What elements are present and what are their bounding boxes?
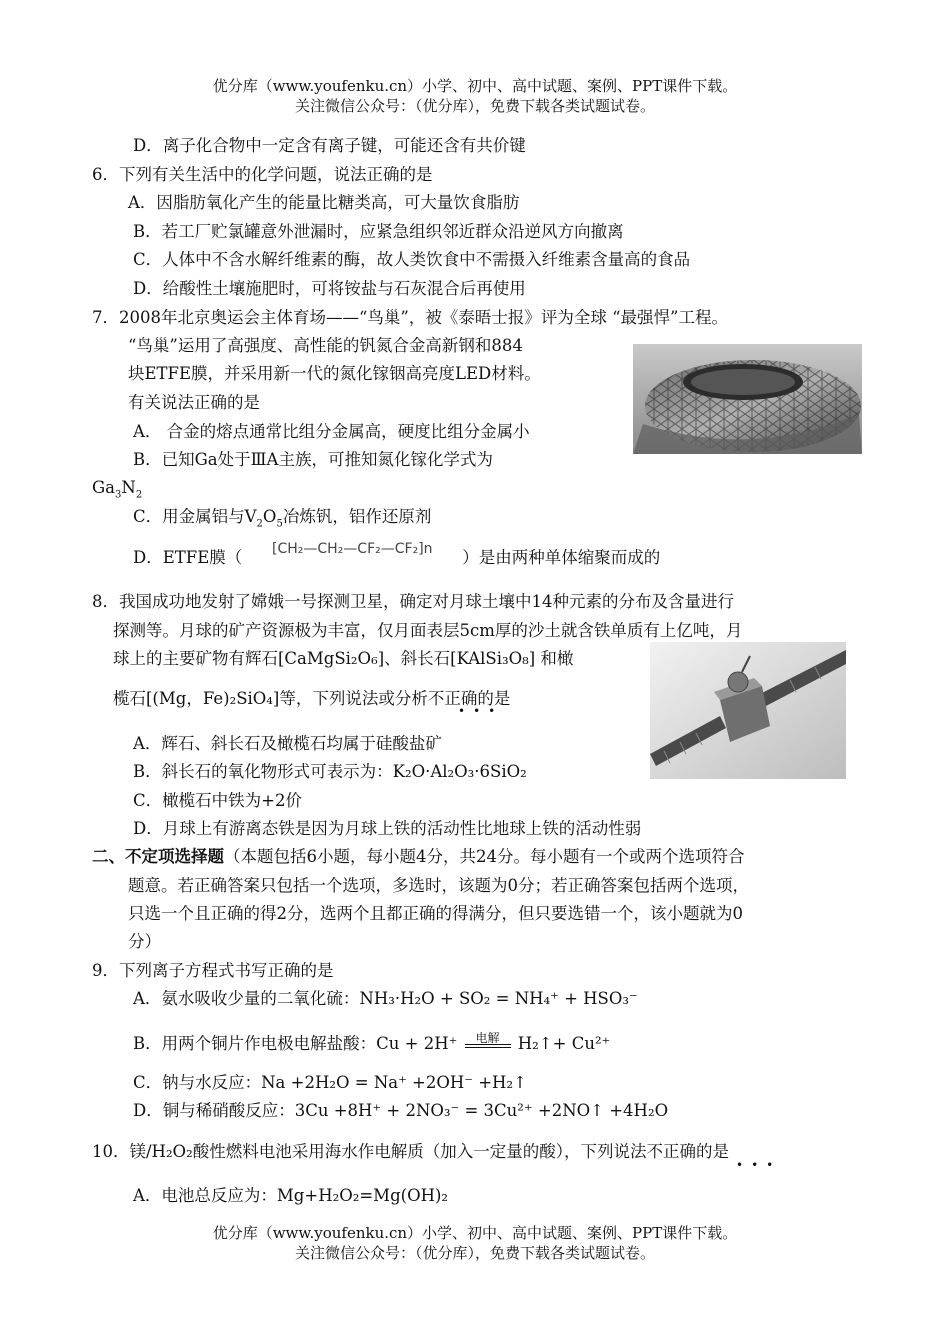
footer-line-2: 关注微信公众号：（优分库），免费下载各类试题试卷。 bbox=[294, 1244, 655, 1262]
emphasis-dots: ••• bbox=[736, 1158, 782, 1172]
q9-option-a: A．氨水吸收少量的二氧化硫：NH₃·H₂O + SO₂ = NH₄⁺ + HSO₃⁻ bbox=[133, 989, 638, 1008]
q8-option-d: D．月球上有游离态铁是因为月球上铁的活动性比地球上铁的活动性弱 bbox=[133, 819, 642, 838]
q7-stem-4: 有关说法正确的是 bbox=[128, 393, 260, 412]
q6-option-c: C．人体中不含水解纤维素的酶，故人类饮食中不需摄入纤维素含量高的食品 bbox=[133, 250, 691, 269]
q6-option-b: B．若工厂贮氯罐意外泄漏时，应紧急组织邻近群众沿逆风方向撤离 bbox=[133, 222, 624, 241]
header-line-2: 关注微信公众号：（优分库），免费下载各类试题试卷。 bbox=[294, 97, 655, 115]
q8-option-c: C．橄榄石中铁为+2价 bbox=[133, 791, 302, 810]
satellite-image bbox=[650, 642, 846, 779]
q8-stem-3: 球上的主要矿物有辉石[CaMgSi₂O₆]、斜长石[KAlSi₃O₈] 和橄 bbox=[113, 649, 574, 668]
q7-stem-3: 块ETFE膜，并采用新一代的氮化镓铟高亮度LED材料。 bbox=[128, 364, 541, 383]
q9-option-b: B．用两个铜片作电极电解盐酸：Cu + 2H⁺ 电解 H₂↑+ Cu²⁺ bbox=[133, 1030, 611, 1053]
q9-option-c: C．钠与水反应：Na +2H₂O = Na⁺ +2OH⁻ +H₂↑ bbox=[133, 1073, 527, 1092]
q7-stem-2: “鸟巢”运用了高强度、高性能的钒氮合金高新钢和884 bbox=[128, 336, 523, 355]
q10-stem: 10．镁/H₂O₂酸性燃料电池采用海水作电解质（加入一定量的酸），下列说法不正确的是 bbox=[92, 1142, 729, 1161]
etfe-formula: [CH₂—CH₂—CF₂—CF₂]n bbox=[272, 541, 433, 557]
q7-option-a: A． 合金的熔点通常比组分金属高，硬度比组分金属小 bbox=[133, 422, 530, 441]
section-2-title: 二、不定项选择题 bbox=[92, 847, 224, 866]
section-2-line-1: 二、不定项选择题（本题包括6小题，每小题4分，共24分。每小题有一个或两个选项符合 bbox=[92, 847, 745, 866]
q7-option-d: D．ETFE膜（ [CH₂—CH₂—CF₂—CF₂]n ）是由两种单体缩聚而成的 bbox=[133, 547, 660, 570]
electrolysis-arrow: 电解 bbox=[465, 1035, 511, 1055]
q6-option-a: A．因脂肪氧化产生的能量比糖类高，可大量饮食脂肪 bbox=[128, 193, 520, 212]
q9-stem: 9．下列离子方程式书写正确的是 bbox=[92, 961, 334, 980]
q7-option-c: C．用金属铝与$V_2O_5$冶炼钒，铝作还原剂 bbox=[133, 507, 432, 530]
q6-option-d: D．给酸性土壤施肥时，可将铵盐与石灰混合后再使用 bbox=[133, 279, 526, 298]
birds-nest-image bbox=[633, 344, 862, 454]
header-line-1: 优分库（www.youfenku.cn）小学、初中、高中试题、案例、PPT课件下载。 bbox=[212, 77, 738, 95]
section-2-line-4: 分） bbox=[128, 932, 161, 951]
section-2-line-3: 只选一个且正确的得2分，选两个且都正确的得满分，但只要选错一个，该小题就为0 bbox=[128, 904, 743, 923]
q10-option-a: A．电池总反应为：Mg+H₂O₂=Mg(OH)₂ bbox=[133, 1186, 449, 1205]
q8-stem-4: 榄石[(Mg，Fe)₂SiO₄]等，下列说法或分析不正确的是 bbox=[113, 689, 511, 708]
emphasis-dots: ••• bbox=[458, 704, 504, 718]
q8-option-a: A．辉石、斜长石及橄榄石均属于硅酸盐矿 bbox=[133, 734, 442, 753]
q5-option-d: D．离子化合物中一定含有离子键，可能还含有共价键 bbox=[133, 136, 526, 155]
q8-stem-1: 8．我国成功地发射了嫦娥一号探测卫星，确定对月球土壤中14种元素的分布及含量进行 bbox=[92, 592, 734, 611]
q7-option-b-formula: $Ga_3N_2$ bbox=[92, 478, 143, 501]
section-2-line-2: 题意。若正确答案只包括一个选项，多选时，该题为0分；若正确答案包括两个选项， bbox=[128, 876, 749, 895]
q6-stem: 6．下列有关生活中的化学问题，说法正确的是 bbox=[92, 165, 433, 184]
q9-option-d: D．铜与稀硝酸反应：3Cu +8H⁺ + 2NO₃⁻ = 3Cu²⁺ +2NO↑ +4H₂O bbox=[133, 1101, 669, 1120]
q8-stem-2: 探测等。月球的矿产资源极为丰富，仅月面表层5cm厚的沙土就含铁单质有上亿吨，月 bbox=[113, 621, 743, 640]
q7-stem-1: 7．2008年北京奥运会主体育场——“鸟巢”，被《泰晤士报》评为全球 “最强悍”工程。 bbox=[92, 308, 728, 327]
q8-option-b: B．斜长石的氧化物形式可表示为：K₂O·Al₂O₃·6SiO₂ bbox=[133, 762, 527, 781]
q7-option-b: B．已知Ga处于ⅢA主族，可推知氮化镓化学式为 bbox=[133, 450, 493, 469]
footer-line-1: 优分库（www.youfenku.cn）小学、初中、高中试题、案例、PPT课件下载。 bbox=[212, 1224, 738, 1242]
